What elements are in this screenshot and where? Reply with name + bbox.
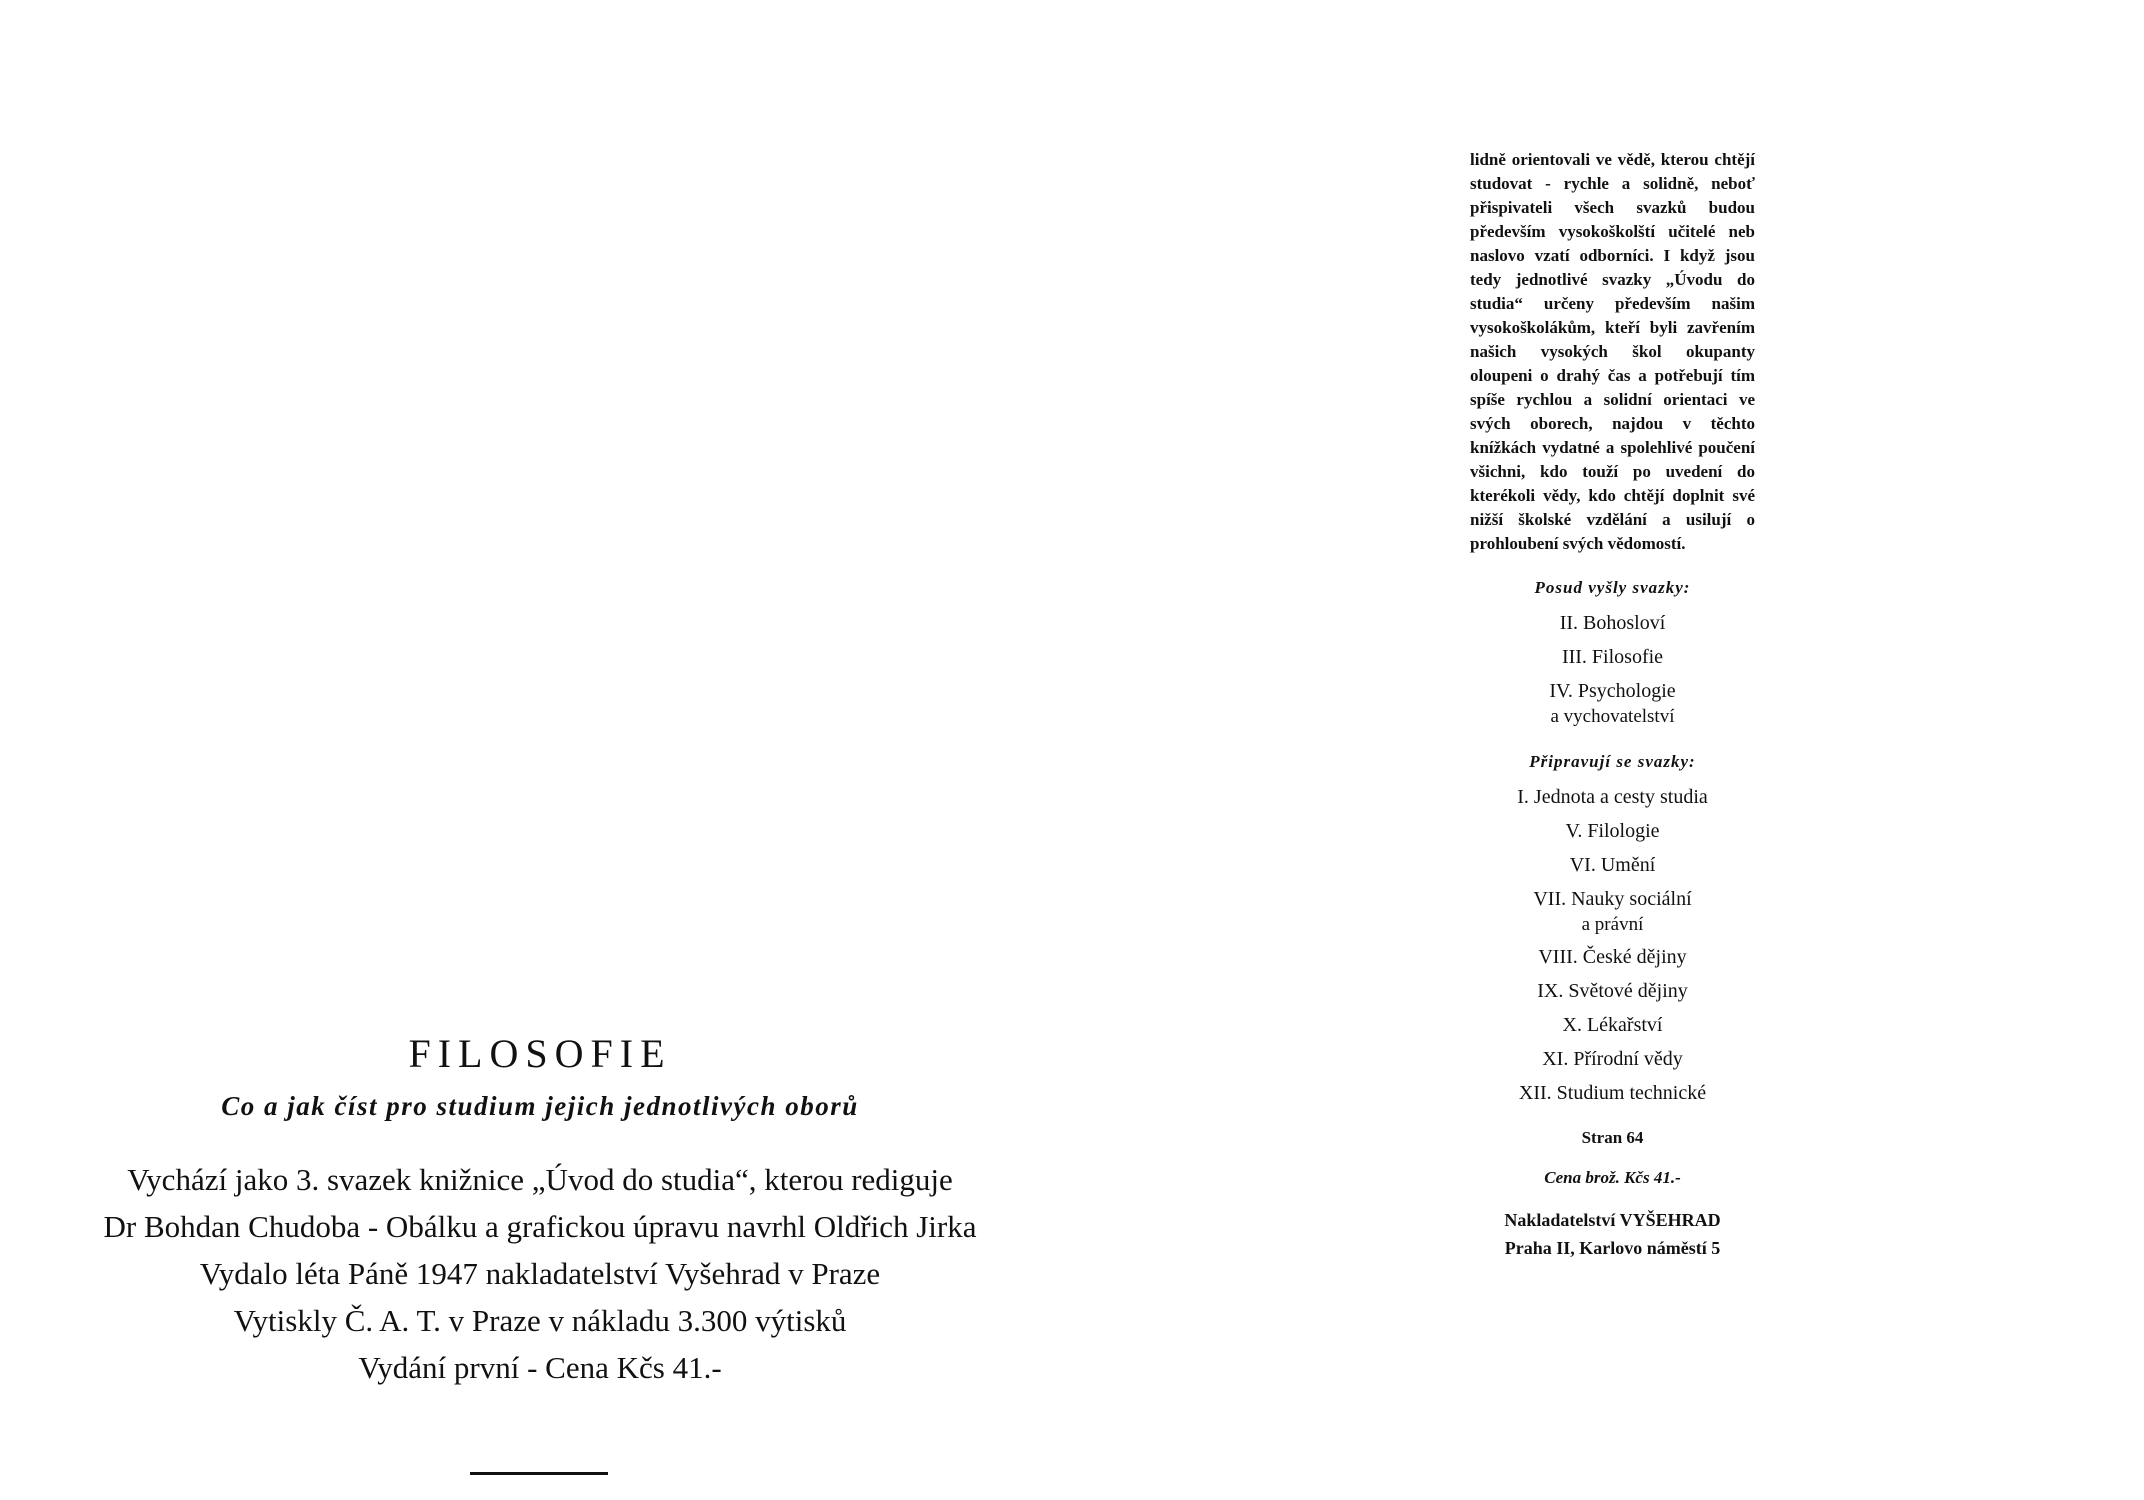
- publisher-info: [1470, 1206, 1755, 1262]
- imprint-line: Vychází jako 3. svazek knižnice „Úvod do studia“, kterou rediguje: [127, 1162, 953, 1197]
- price-label: Cena brož. Kčs 41.-: [1544, 1168, 1681, 1187]
- list-item: X. Lékařství: [1562, 1014, 1663, 1036]
- blurb-paragraph: lidně orientovali ve vědě, kterou chtějí studovat - rychle a solidně, neboť přispivateli všech svazků budou především vysokoškolští učitelé neb naslovo vzatí odborníci. I když jsou tedy jednotlivé svazky „Úvodu do studia“ určeny především našim vysokoškolákům, kteří byli zavřením našich vysokých škol okupanty oloupeni o drahý čas a potřebují tím spíše rychlou a solidní orientaci ve svých oborech, najdou v těchto knížkách vydatné a spolehlivé poučení všichni, kdo touží po uvedení do kterékoli vědy, kdo chtějí doplnit své nižší školské vzdělání a usilují o prohloubení svých vědomostí.: [1470, 150, 1755, 553]
- list-item: V. Filologie: [1565, 820, 1660, 842]
- list-item: I. Jednota a cesty studia: [1517, 786, 1708, 808]
- imprint-line: Vydalo léta Páně 1947 nakladatelství Vyšehrad v Praze: [199, 1256, 881, 1291]
- page-count: Stran 64: [1581, 1128, 1644, 1147]
- preparing-heading: Připravují se svazky:: [1529, 752, 1696, 771]
- imprint-line: Vydání první - Cena Kčs 41.-: [358, 1350, 722, 1385]
- list-item: III. Filosofie: [1561, 646, 1664, 668]
- colophon: [0, 1030, 1080, 1391]
- publisher-name: Nakladatelství VYŠEHRAD: [1504, 1210, 1721, 1230]
- published-volumes-list: [1470, 608, 1755, 730]
- horizontal-rule: [470, 1472, 608, 1475]
- list-item: IX. Světové dějiny: [1537, 980, 1688, 1002]
- imprint-line: Vytiskly Č. A. T. v Praze v nákladu 3.300 výtisků: [233, 1303, 847, 1338]
- list-item: II. Bohosloví: [1559, 612, 1666, 634]
- list-item: VI. Umění: [1569, 854, 1656, 876]
- imprint: [0, 1156, 1080, 1391]
- preparing-volumes-list: [1470, 782, 1755, 1108]
- list-item: VIII. České dějiny: [1538, 946, 1687, 968]
- list-item: XII. Studium technické: [1518, 1082, 1707, 1104]
- series-blurb: [1470, 148, 1755, 1262]
- book-subtitle: Co a jak číst pro studium jejich jednotlivých oborů: [221, 1091, 859, 1121]
- list-item: IV. Psychologie a vychovatelství: [1549, 680, 1676, 727]
- publisher-address: Praha II, Karlovo náměstí 5: [1504, 1238, 1721, 1258]
- published-heading: Posud vyšly svazky:: [1534, 578, 1691, 597]
- imprint-line: Dr Bohdan Chudoba - Obálku a grafickou úpravu navrhl Oldřich Jirka: [103, 1209, 977, 1244]
- book-title: FILOSOFIE: [408, 1031, 672, 1076]
- list-item: XI. Přírodní vědy: [1542, 1048, 1683, 1070]
- list-item: VII. Nauky sociální a právní: [1533, 888, 1692, 935]
